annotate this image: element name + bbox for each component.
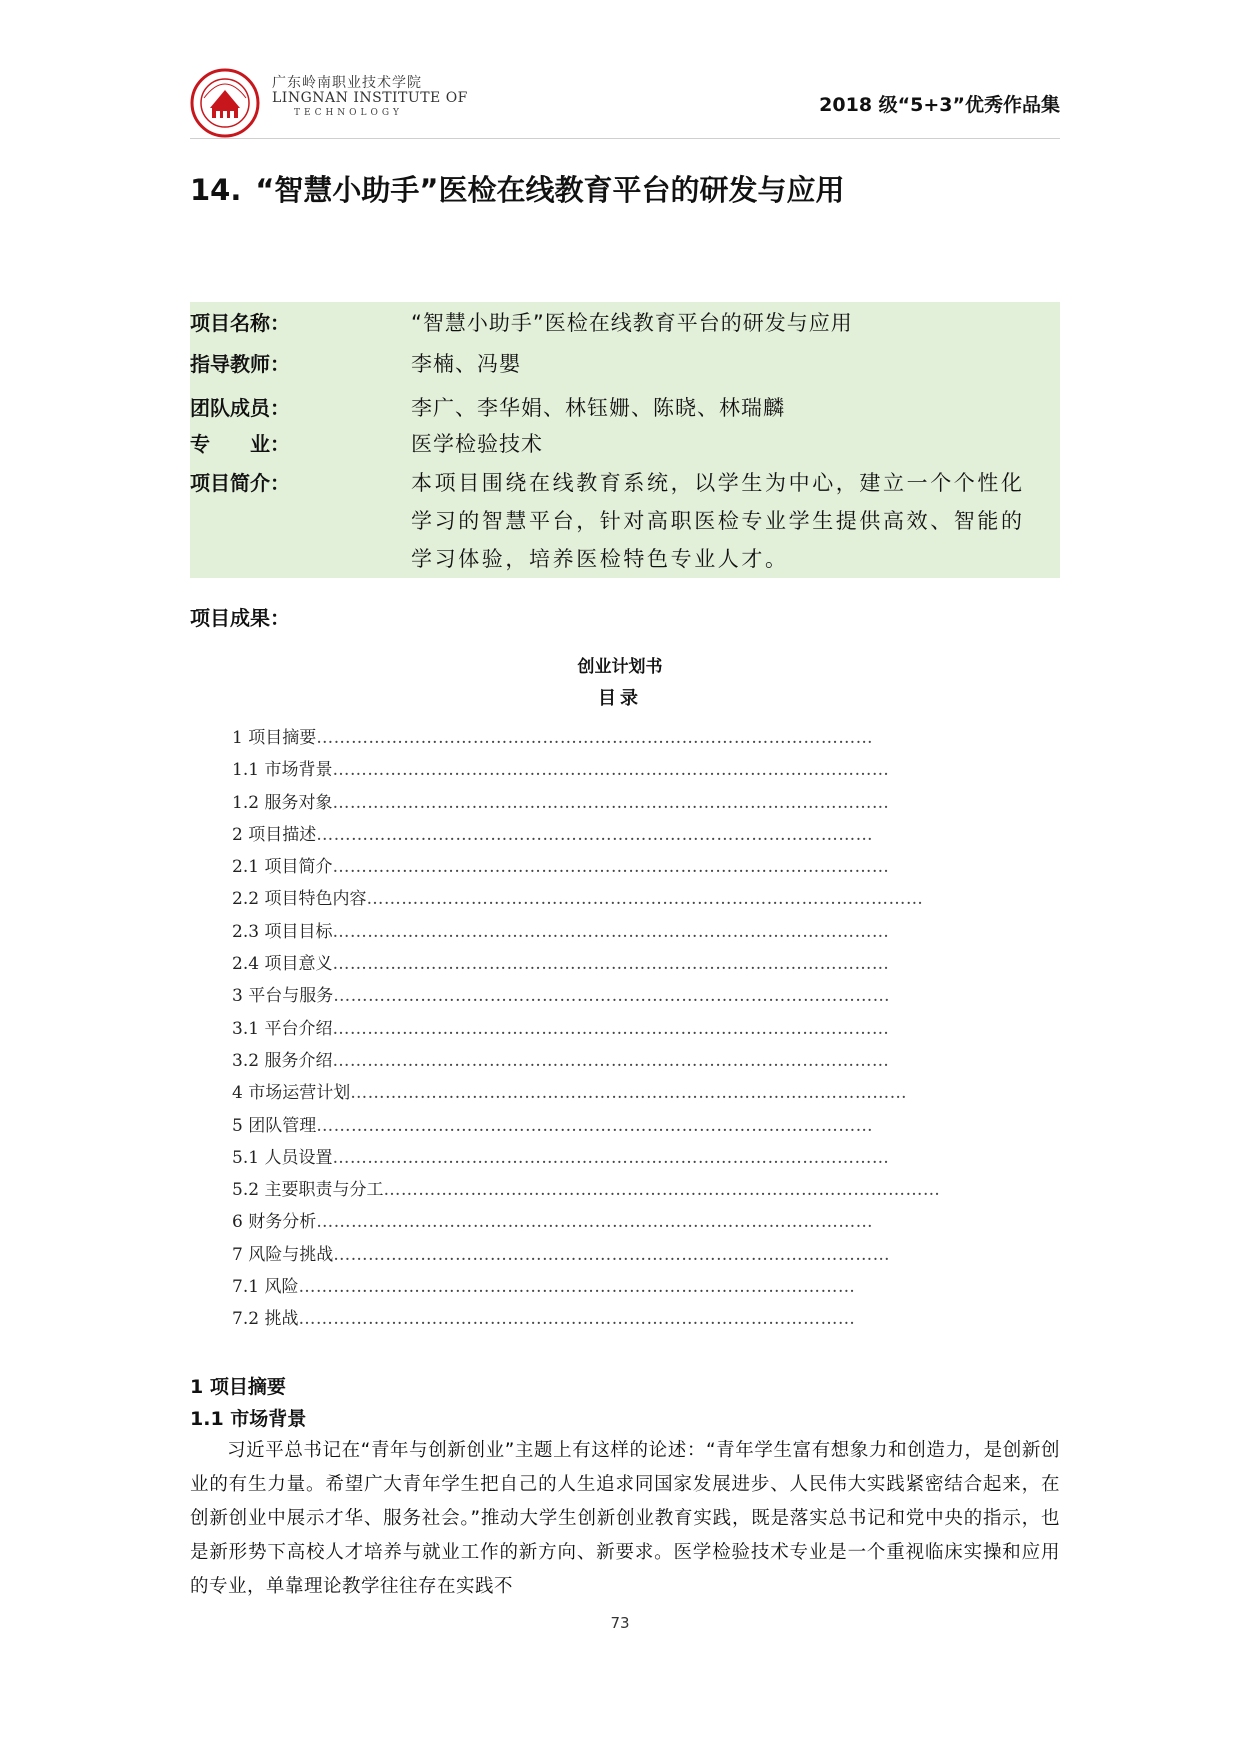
toc-item: 3.1 平台介绍…………………………………………………………………………………… [232,1018,890,1039]
toc-item: 5.2 主要职责与分工…………………………………………………………………………………… [232,1180,941,1201]
page-header [190,68,1060,130]
toc-item: 1.2 服务对象…………………………………………………………………………………… [232,792,890,813]
toc-item: 7 风险与挑战…………………………………………………………………………………… [232,1244,891,1265]
section-1-heading: 1 项目摘要 [190,1376,286,1398]
teacher-label: 指导教师： [190,344,390,384]
table-of-contents [232,722,1044,1336]
major-value: 医学检验技术 [390,426,1060,464]
info-row-team [190,384,1060,426]
toc-item: 2.4 项目意义…………………………………………………………………………………… [232,954,890,975]
body-paragraph: 习近平总书记在“青年与创新创业”主题上有这样的论述：“青年学生富有想象力和创造力，是创新创业的有生力量。希望广大青年学生把自己的人生追求同国家发展进步、人民伟大实践紧密结合起来，在创新创业中展示才华、服务社会。”推动大学生创新创业教育实践，既是落实总书记和党中央的指示，也是新形势下高校人才培养与就业工作的新方向、新要求。医学检验技术专业是一个重视临床实操和应用的专业，单靠理论教学往往存在实践不 [190,1440,1060,1597]
summary-line: 学习的智慧平台，针对高职医检专业学生提供高效、智能的 [411,509,1025,533]
business-plan-title: 创业计划书 [577,657,663,677]
collection-title: 2018 级“5+3”优秀作品集 [819,94,1060,116]
school-logo [190,68,260,138]
section-1-1-heading: 1.1 市场背景 [190,1408,307,1430]
toc-item: 7.2 挑战…………………………………………………………………………………… [232,1309,856,1330]
toc-item: 2.2 项目特色内容…………………………………………………………………………………… [232,889,924,910]
project-name-value: “智慧小助手”医检在线教育平台的研发与应用 [390,302,1060,344]
project-info-table [190,302,1060,578]
toc-item: 2 项目描述…………………………………………………………………………………… [232,824,874,845]
toc-item: 2.3 项目目标…………………………………………………………………………………… [232,921,890,942]
summary-line: 本项目围绕在线教育系统，以学生为中心，建立一个个性化 [411,471,1025,495]
article-title [190,168,845,209]
toc-item: 3 平台与服务…………………………………………………………………………………… [232,986,891,1007]
toc-item: 4 市场运营计划…………………………………………………………………………………… [232,1083,908,1104]
info-row-major [190,426,1060,464]
team-label: 团队成员： [190,384,390,426]
school-name-cn: 广东岭南职业技术学院 [272,75,422,91]
article-number: 14. [190,173,242,207]
toc-item: 5 团队管理…………………………………………………………………………………… [232,1115,874,1136]
toc-item: 1 项目摘要…………………………………………………………………………………… [232,728,874,748]
page-number: 73 [610,1614,630,1632]
results-label: 项目成果： [190,606,290,630]
toc-item: 6 财务分析…………………………………………………………………………………… [232,1212,874,1233]
school-name-en-line2: TECHNOLOGY [294,108,403,118]
team-value: 李广、李华娟、林钰姗、陈晓、林瑞麟 [390,384,1060,426]
header-divider [190,138,1060,139]
info-row-summary [190,464,1060,578]
info-row-teacher [190,344,1060,384]
info-row-name [190,302,1060,344]
toc-item: 3.2 服务介绍…………………………………………………………………………………… [232,1050,890,1071]
toc-item: 1.1 市场背景…………………………………………………………………………………… [232,760,890,781]
toc-item: 5.1 人员设置…………………………………………………………………………………… [232,1147,890,1168]
summary-value [390,464,1060,578]
toc-item: 2.1 项目简介…………………………………………………………………………………… [232,857,890,878]
summary-line: 学习体验，培养医检特色专业人才。 [411,547,789,571]
toc-item: 7.1 风险…………………………………………………………………………………… [232,1277,856,1298]
major-label: 专 业： [190,426,390,464]
summary-label: 项目简介： [190,464,390,578]
teacher-value: 李楠、冯嬰 [390,344,1060,384]
project-name-label: 项目名称： [190,302,390,344]
toc-title: 目录 [598,688,642,709]
article-title-text: “智慧小助手”医检在线教育平台的研发与应用 [255,173,845,207]
school-name-en: LINGNAN INSTITUTE OF [272,90,468,106]
